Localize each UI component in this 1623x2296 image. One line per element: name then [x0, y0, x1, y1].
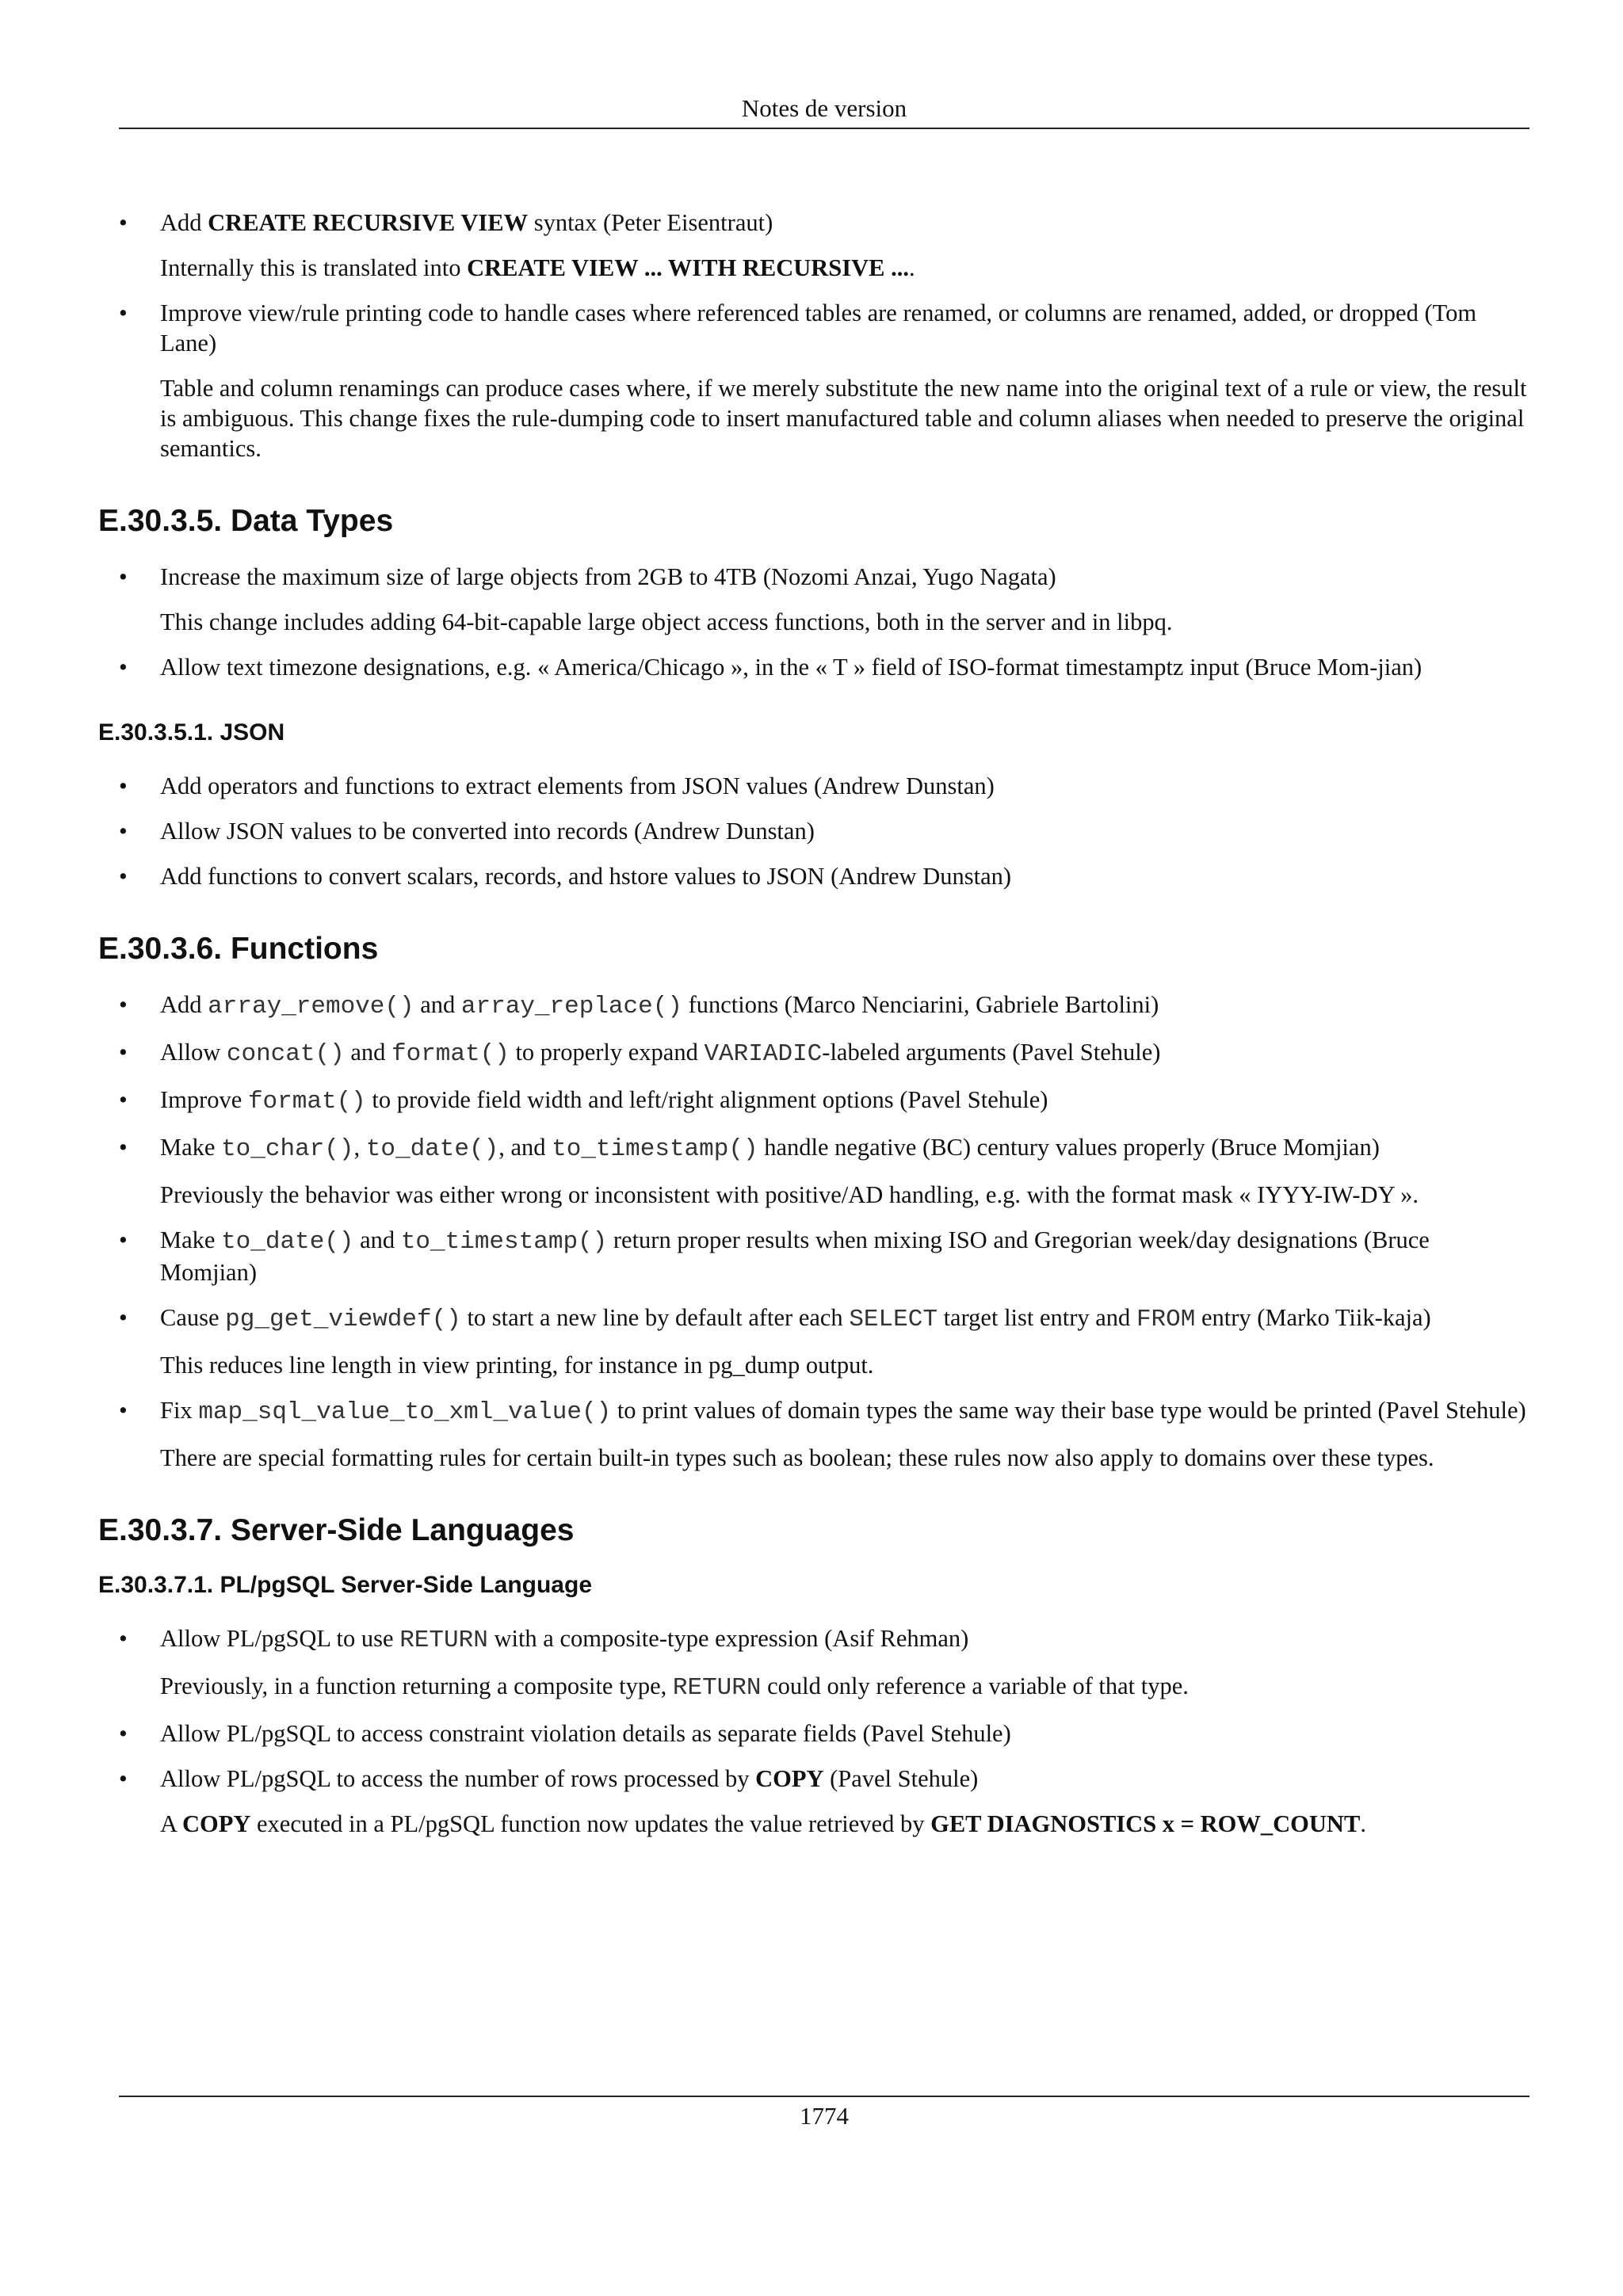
- item-note: Previously, in a function returning a composite type, RETURN could only reference a variable of that type.: [160, 1672, 1189, 1702]
- item-note: Internally this is translated into CREATE VIEW ... WITH RECURSIVE ....: [160, 254, 915, 281]
- list-item: [119, 990, 1529, 1022]
- list-item: [119, 861, 1529, 891]
- item-text: Allow concat() and format() to properly expand VARIADIC-labeled arguments (Pavel Stehule): [160, 1039, 1161, 1068]
- bullet: •: [119, 563, 128, 590]
- item-text: Improve format() to provide field width and left/right alignment options (Pavel Stehule): [160, 1086, 1048, 1116]
- footer-rule: [119, 2096, 1529, 2097]
- bullet: •: [119, 772, 128, 799]
- list-item: [119, 1085, 1529, 1117]
- list-item: [119, 1764, 1529, 1839]
- item-text: Allow PL/pgSQL to access the number of rows processed by COPY (Pavel Stehule): [160, 1765, 979, 1792]
- item-note: Table and column renamings can produce cases where, if we merely substitute the new name into the original text of a rule or view, the result is ambiguous. This change fixes the rule-dumping code to insert manufactured table and column aliases when needed to preserve the original semantics.: [160, 375, 1527, 462]
- code-literal: VARIADIC: [704, 1040, 823, 1068]
- item-text: Fix map_sql_value_to_xml_value() to print values of domain types the same way their base type would be printed (Pavel Stehule): [160, 1397, 1526, 1426]
- bullet: •: [119, 818, 128, 845]
- item-text: Improve view/rule printing code to handle cases where referenced tables are renamed, or columns are renamed, added, or dropped (Tom Lane): [160, 299, 1477, 357]
- bullet: •: [119, 1720, 128, 1747]
- item-text: Allow JSON values to be converted into records (Andrew Dunstan): [160, 818, 815, 845]
- list-item: [119, 771, 1529, 801]
- bullet: •: [119, 991, 128, 1018]
- code-literal: to_date(): [221, 1228, 354, 1256]
- section-heading-server-side-languages: E.30.3.7. Server-Side Languages: [98, 1513, 575, 1547]
- item-text: Add operators and functions to extract elements from JSON values (Andrew Dunstan): [160, 772, 995, 799]
- bullet: •: [119, 1304, 128, 1331]
- list-item: [119, 298, 1529, 463]
- item-note: This reduces line length in view printing, for instance in pg_dump output.: [160, 1352, 874, 1379]
- page-number: 1774: [800, 2102, 849, 2130]
- code-literal: concat(): [226, 1040, 345, 1068]
- list-item: [119, 652, 1529, 682]
- item-note: There are special formatting rules for certain built-in types such as boolean; these rules now also apply to domains over these types.: [160, 1444, 1434, 1471]
- section-heading-plpgsql: E.30.3.7.1. PL/pgSQL Server-Side Language: [98, 1572, 592, 1598]
- bullet: •: [119, 1086, 128, 1113]
- code-literal: FROM: [1136, 1306, 1196, 1333]
- item-text: Cause pg_get_viewdef() to start a new line by default after each SELECT target list entry and FROM entry (Marko Tiik-kaja): [160, 1304, 1431, 1333]
- bullet: •: [119, 654, 128, 681]
- list-item: [119, 1718, 1529, 1749]
- item-note: A COPY executed in a PL/pgSQL function now updates the value retrieved by GET DIAGNOSTICS x = ROW_COUNT.: [160, 1810, 1366, 1837]
- item-text: Allow text timezone designations, e.g. « America/Chicago », in the « T » field of ISO-format timestamptz input (Bruce Mom-jian): [160, 654, 1423, 681]
- list-item: [119, 1623, 1529, 1703]
- bullet: •: [119, 299, 128, 326]
- code-literal: array_replace(): [460, 993, 682, 1020]
- code-literal: format(): [391, 1040, 510, 1068]
- item-note: Previously the behavior was either wrong or inconsistent with positive/AD handling, e.g. with the format mask « IYYY-IW-DY ».: [160, 1181, 1419, 1208]
- bullet: •: [119, 1226, 128, 1253]
- bullet: •: [119, 1039, 128, 1066]
- code-literal: format(): [247, 1088, 366, 1116]
- item-text: Make to_date() and to_timestamp() return proper results when mixing ISO and Gregorian week/day designations (Bruce Momjian): [160, 1226, 1430, 1286]
- list-item: [119, 1225, 1529, 1287]
- item-text: Add array_remove() and array_replace() functions (Marco Nenciarini, Gabriele Bartolini): [160, 991, 1159, 1020]
- header-rule: [119, 128, 1529, 129]
- running-header: Notes de version: [741, 94, 907, 122]
- bullet: •: [119, 1134, 128, 1161]
- bullet: •: [119, 863, 128, 890]
- item-text: Allow PL/pgSQL to access constraint violation details as separate fields (Pavel Stehule): [160, 1720, 1011, 1747]
- list-item: [119, 562, 1529, 637]
- list-item: [119, 1037, 1529, 1070]
- section-heading-json: E.30.3.5.1. JSON: [98, 719, 285, 746]
- bullet: •: [119, 1765, 128, 1792]
- code-literal: SELECT: [849, 1306, 938, 1333]
- list-item: [119, 1395, 1529, 1473]
- list-item: [119, 208, 1529, 283]
- code-literal: RETURN: [672, 1674, 762, 1702]
- item-text: Increase the maximum size of large objects from 2GB to 4TB (Nozomi Anzai, Yugo Nagata): [160, 563, 1056, 590]
- section-heading-data-types: E.30.3.5. Data Types: [98, 504, 394, 538]
- item-note: This change includes adding 64-bit-capable large object access functions, both in the server and in libpq.: [160, 608, 1173, 635]
- code-literal: map_sql_value_to_xml_value(): [198, 1398, 612, 1426]
- code-literal: to_timestamp(): [552, 1135, 758, 1163]
- bullet: •: [119, 209, 128, 236]
- item-text: Add CREATE RECURSIVE VIEW syntax (Peter Eisentraut): [160, 209, 773, 236]
- code-literal: array_remove(): [208, 993, 414, 1020]
- code-literal: to_timestamp(): [400, 1228, 608, 1256]
- section-heading-functions: E.30.3.6. Functions: [98, 932, 379, 966]
- item-text: Add functions to convert scalars, records, and hstore values to JSON (Andrew Dunstan): [160, 863, 1012, 890]
- code-literal: RETURN: [399, 1627, 488, 1654]
- bullet: •: [119, 1397, 128, 1424]
- list-item: [119, 1132, 1529, 1210]
- code-literal: to_date(): [365, 1135, 499, 1163]
- bullet: •: [119, 1625, 128, 1652]
- item-text: Allow PL/pgSQL to use RETURN with a composite-type expression (Asif Rehman): [160, 1625, 969, 1654]
- list-item: [119, 816, 1529, 846]
- list-item: [119, 1302, 1529, 1380]
- item-text: Make to_char(), to_date(), and to_timestamp() handle negative (BC) century values properly (Bruce Momjian): [160, 1134, 1380, 1163]
- code-literal: to_char(): [221, 1135, 354, 1163]
- page-content: [98, 208, 1529, 1839]
- code-literal: pg_get_viewdef(): [225, 1306, 461, 1333]
